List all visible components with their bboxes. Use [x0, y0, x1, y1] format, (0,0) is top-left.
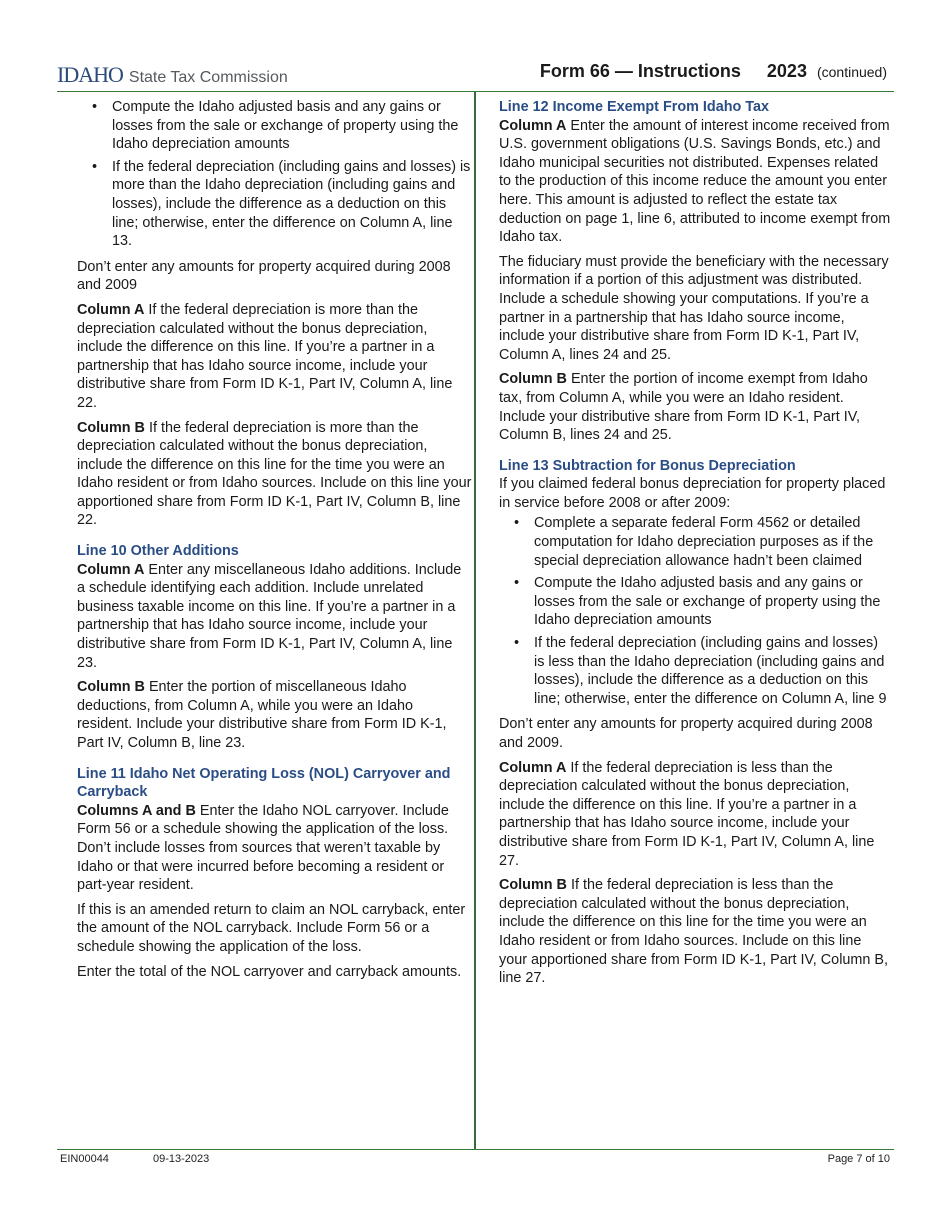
line-11-paragraph-3: Enter the total of the NOL carryover and carryback amounts. — [77, 963, 462, 980]
columns-a-b-text: Enter the Idaho NOL carryover. Include Form 56 or a schedule showing the application of the loss. Don’t include losses from sources that weren’t taxable by Idaho or that were incurred before becoming a resident or part-year resident. — [77, 802, 449, 894]
revision-date: 09-13-2023 — [153, 1153, 210, 1165]
line-11-heading: Line 11 Idaho Net Operating Loss (NOL) Carryover and Carryback — [77, 765, 451, 801]
line-12-paragraph-2: The fiduciary must provide the beneficiary with the necessary information if a portion of this adjustment was distributed. Include a schedule showing your computations. If you’re a partner in a partnership that has Idaho source income, include your distributive share from Form ID K-1, Part IV, Column A, lines 24 and 25. — [499, 253, 889, 363]
line-10-column-b — [77, 678, 472, 752]
line-12-heading: Line 12 Income Exempt From Idaho Tax — [499, 99, 770, 115]
line-13-intro: If you claimed federal bonus depreciation for property placed in service before 2008 or after 2009: — [499, 476, 886, 511]
logo-text: State Tax Commission — [128, 69, 288, 86]
depreciation-bullets-left — [77, 98, 472, 251]
continued-label: (continued) — [816, 64, 887, 80]
paragraph-column-a — [77, 301, 472, 413]
column-a-text: Enter the amount of interest income received from U.S. government obligations (U.S. Savings Bonds, etc.) and Idaho municipal securities not distributed. Expenses related to the production of this income reduce the amount you enter here. This amount is adjusted to reflect the estate tax deduction on page 1, line 6, attributed to income exempt from Idaho tax. — [499, 117, 891, 246]
header-title-group — [540, 61, 887, 82]
paragraph-dont-enter: Don’t enter any amounts for property acquired during 2008 and 2009. — [499, 716, 873, 751]
column-divider — [474, 92, 476, 1149]
column-b-text: Enter the portion of income exempt from Idaho tax, from Column A, while you were an Idaho resident. Include your distributive share from Form ID K-1, Part IV, Column B, lines 24 and 25. — [499, 371, 868, 444]
list-item: • Complete a separate federal Form 4562 or detailed computation for Idaho depreciation purposes as if the special depreciation allowance hadn’t been claimed — [534, 514, 891, 570]
column-b-label: Column B — [499, 371, 567, 388]
footer-rule — [57, 1149, 894, 1150]
depreciation-bullets-right — [499, 514, 891, 708]
idaho-logo — [57, 62, 288, 88]
line-11-columns — [77, 802, 472, 895]
logo-mark: IDAHO — [57, 62, 123, 87]
column-a-label: Column A — [77, 561, 145, 578]
page-header — [57, 58, 890, 90]
line-11-paragraph-2: If this is an amended return to claim an NOL carryback, enter the amount of the NOL carryback. Include Form 56 or a schedule showing the application of the loss. — [77, 901, 466, 955]
column-b-text: Enter the portion of miscellaneous Idaho deductions, from Column A, while you were an Idaho resident. Include your distributive share from Form ID K-1, Part IV, Column B, line 23. — [77, 679, 447, 751]
line-12-column-a — [499, 117, 891, 247]
column-a-label: Column A — [77, 301, 145, 318]
form-code: EIN00044 — [60, 1153, 109, 1165]
paragraph-dont-enter: Don’t enter any amounts for property acquired during 2008 and 2009 — [77, 258, 451, 294]
line-10-heading: Line 10 Other Additions — [77, 543, 239, 560]
line-12-column-b — [499, 370, 891, 444]
page-number: Page 7 of 10 — [827, 1153, 890, 1165]
line-10-column-a — [77, 561, 472, 673]
column-a-text: Enter any miscellaneous Idaho additions. Include a schedule identifying each addition. Include unrelated business taxable income on this line. If you’re a partner in a partnership that has Idaho source income, include your distributive share from Form ID K-1, Part IV, Column A, line 23. — [77, 561, 462, 671]
list-item: • If the federal depreciation (including gains and losses) is less than the Idaho depreciation (including gains and losses), include the difference as a deduction on this line; otherwise, enter the difference on Column A, line 9 — [534, 634, 891, 708]
paragraph-column-b — [77, 419, 472, 531]
paragraph-column-b — [499, 876, 891, 988]
column-a-label: Column A — [499, 117, 567, 134]
column-a-text: If the federal depreciation is less than the depreciation calculated without the bonus depreciation, include the difference on this line. If you’re a partner in a partnership that has Idaho source income, include your distributive share from Form ID K-1, Part IV, Column A, line 27. — [499, 759, 875, 869]
column-b-text: If the federal depreciation is more than the depreciation calculated without the bonus depreciation, include the difference on this line for the time you were an Idaho resident or from Idaho sources. Include on this line your apportioned share from Form ID K-1, Part IV, Column B, line 22. — [77, 419, 472, 529]
left-column — [77, 98, 472, 987]
list-item: • If the federal depreciation (including gains and losses) is more than the Idaho depreciation (including gains and losses), include the difference as a deduction on this line; otherwise, enter the difference on Column A, line 13. — [112, 158, 472, 251]
form-title: Form 66 — Instructions — [539, 61, 741, 81]
column-b-label: Column B — [77, 419, 145, 436]
line-13-heading: Line 13 Subtraction for Bonus Depreciation — [499, 457, 796, 474]
column-b-label: Column B — [77, 679, 145, 696]
column-b-label: Column B — [499, 877, 567, 894]
list-item: • Compute the Idaho adjusted basis and any gains or losses from the sale or exchange of property using the Idaho depreciation amounts — [534, 574, 891, 630]
form-year: 2023 — [766, 61, 807, 81]
right-column — [499, 98, 891, 994]
column-a-label: Column A — [499, 759, 567, 776]
paragraph-column-a — [499, 759, 891, 871]
list-item: • Compute the Idaho adjusted basis and any gains or losses from the sale or exchange of property using the Idaho depreciation amounts — [112, 98, 472, 154]
columns-a-b-label: Columns A and B — [77, 802, 196, 819]
column-a-text: If the federal depreciation is more than the depreciation calculated without the bonus depreciation, include the difference on this line. If you’re a partner in a partnership that has Idaho source income, include your distributive share from Form ID K-1, Part IV, Column A, line 22. — [77, 301, 453, 411]
column-b-text: If the federal depreciation is less than the depreciation calculated without the bonus depreciation, include the difference on this line for the time you were an Idaho resident or from Idaho sources. Include on this line your apportioned share from Form ID K-1, Part IV, Column B, line 27. — [499, 877, 888, 987]
